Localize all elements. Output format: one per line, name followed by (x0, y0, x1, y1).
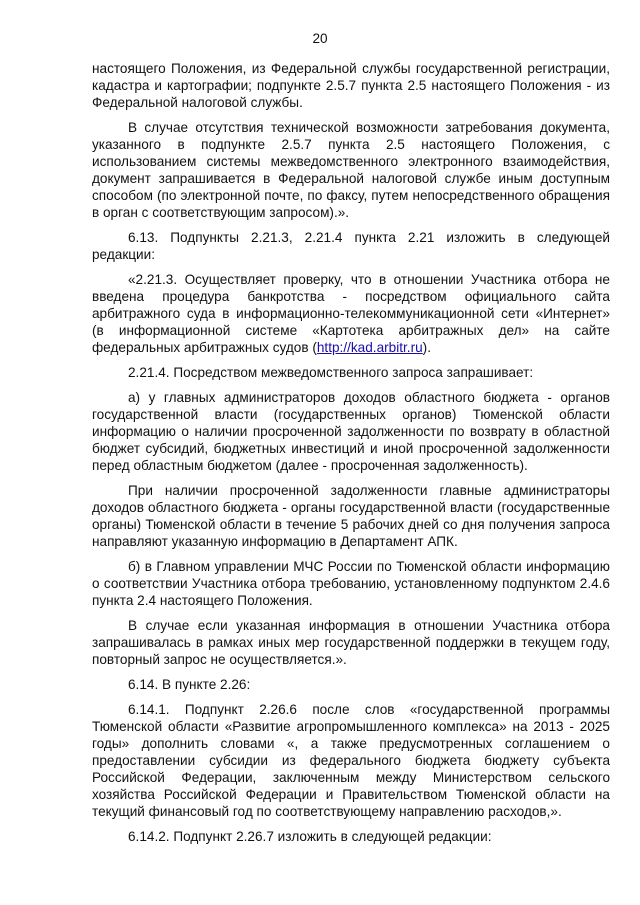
paragraph-2-21-3-end: ). (422, 340, 431, 355)
paragraph-2-21-3-text: «2.21.3. Осуществляет проверку, что в отношении Участника отбора не введена процедура банкротства - посредством официального сайта арбитражного суда в информационно-телекоммуникационной сети «Интернет» (в информационной системе «Картотека арбитражных дел» на сайте федеральных арбитражных судов ( (92, 272, 610, 355)
paragraph-2-21-4: 2.21.4. Посредством межведомственного запроса запрашивает: (128, 365, 534, 380)
paragraph-item-a: а) у главных администраторов доходов областного бюджета - органов государственной власти (государственных органов) Тюменской области информацию о наличии просроченной задолженности по возврату в областной бюджет субсидий, бюджетных инвестиций и иной просроченной задолженности перед областным бюджетом (далее - просроченная задолженность). (92, 390, 610, 473)
kad-arbitr-link[interactable]: http://kad.arbitr.ru (316, 340, 423, 355)
paragraph-no-technical-possibility: В случае отсутствия технической возможности затребования документа, указанного в подпункте 2.5.7 пункта 2.5 настоящего Положения, с использованием системы межведомственного электронного взаимодействия, документ запрашивается в Федеральной налоговой службе иным доступным способом (по электронной почте, по факсу, путем непосредственного обращения в орган с соответствующим запросом).». (92, 120, 610, 220)
paragraph-overdue-debt: При наличии просроченной задолженности главные администраторы доходов областного бюджета - органы государственной власти (государственные органы) Тюменской области в течение 5 рабочих дней со дня получения запроса направляют указанную информацию в Департамент АПК. (92, 483, 610, 549)
paragraph-2-21-3 (92, 271, 610, 356)
document-body (92, 60, 610, 853)
paragraph-continuation: настоящего Положения, из Федеральной службы государственной регистрации, кадастра и картографии; подпункте 2.5.7 пункта 2.5 настоящего Положения - из Федеральной налоговой службы. (92, 61, 610, 110)
paragraph-6-14-1: 6.14.1. Подпункт 2.26.6 после слов «государственной программы Тюменской области «Развитие агропромышленного комплекса» на 2013 - 2025 годы» дополнить словами «, а также предусмотренных соглашением о предоставлении субсидии из федерального бюджета бюджету субъекта Российской Федерации, заключенным между Министерством сельского хозяйства Российской Федерации и Правительством Тюменской области на текущий финансовый год по соответствующему направлению расходов,». (92, 702, 610, 819)
paragraph-repeat-request: В случае если указанная информация в отношении Участника отбора запрашивалась в рамках иных мер государственной поддержки в текущем году, повторный запрос не осуществляется.». (92, 618, 610, 667)
paragraph-6-14-2: 6.14.2. Подпункт 2.26.7 изложить в следующей редакции: (128, 829, 492, 844)
page-number: 20 (312, 31, 328, 46)
paragraph-6-13: 6.13. Подпункты 2.21.3, 2.21.4 пункта 2.21 изложить в следующей редакции: (92, 230, 610, 262)
paragraph-item-b: б) в Главном управлении МЧС России по Тюменской области информацию о соответствии Участника отбора требованию, установленному подпунктом 2.4.6 пункта 2.4 настоящего Положения. (92, 559, 610, 608)
paragraph-6-14: 6.14. В пункте 2.26: (128, 677, 251, 692)
